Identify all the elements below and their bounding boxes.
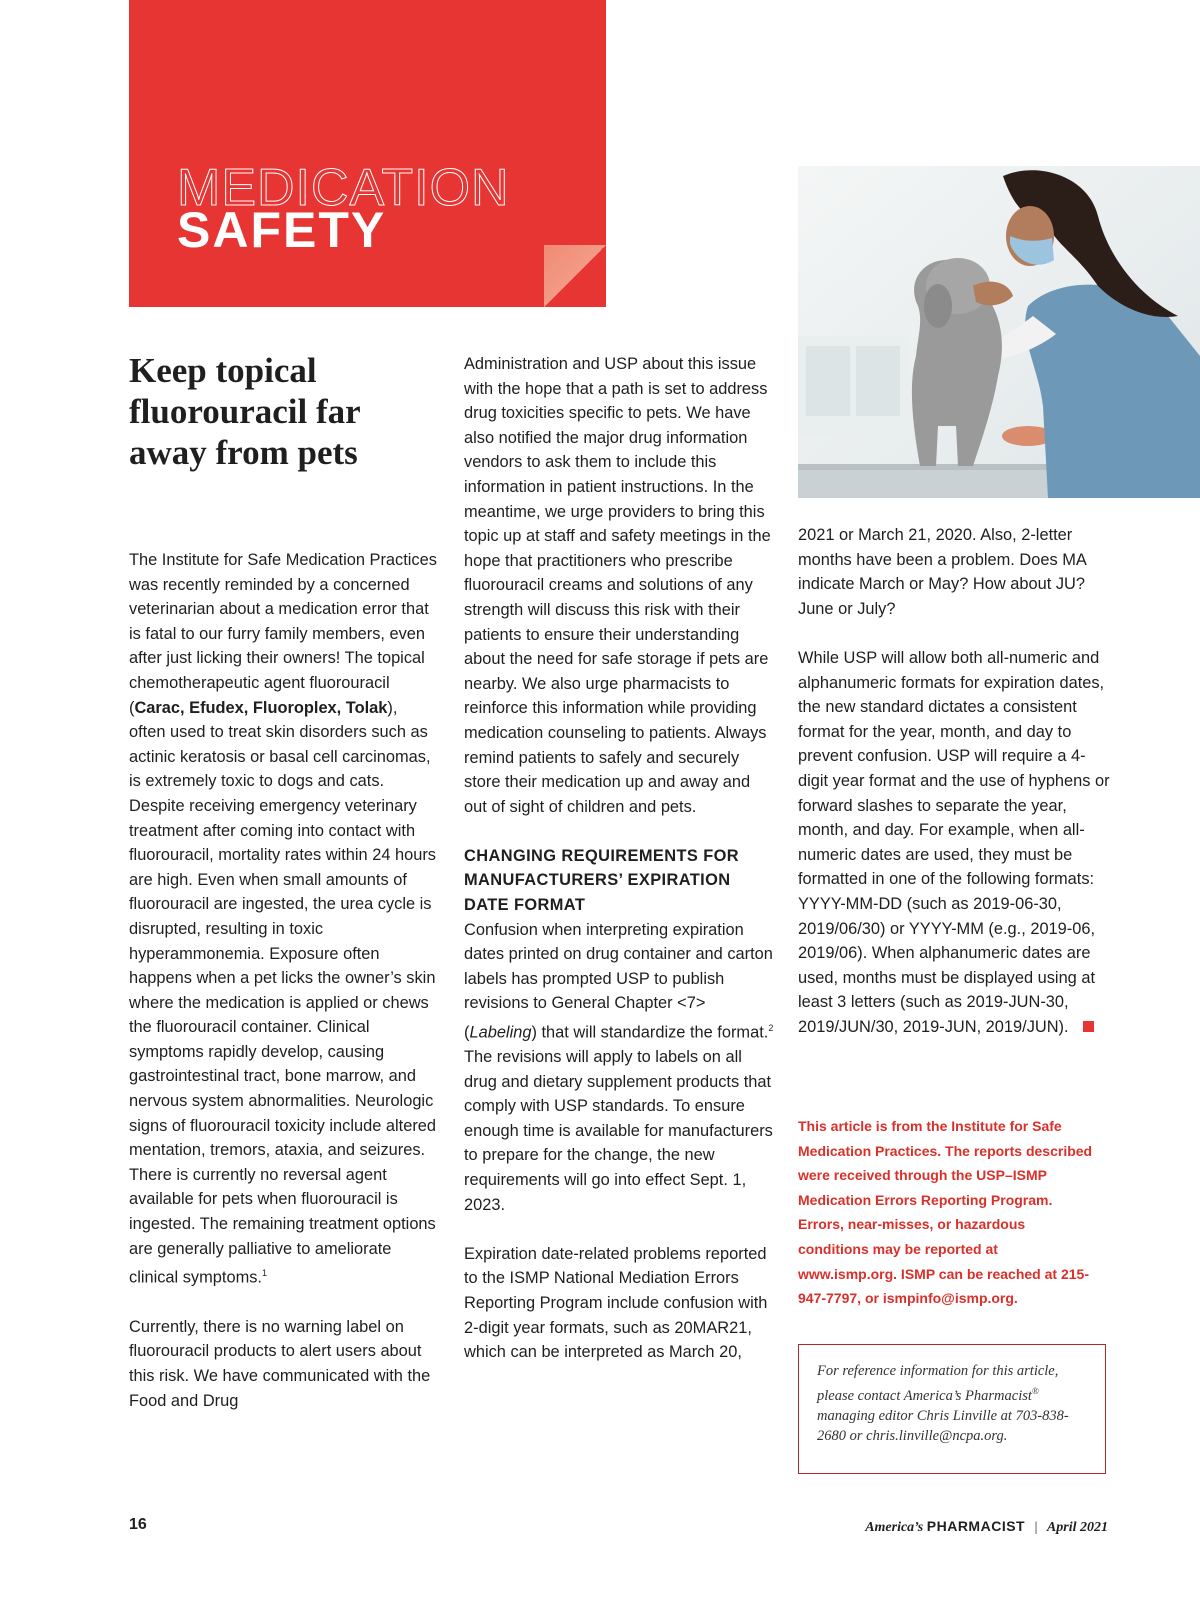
paragraph-text: The Institute for Safe Medication Practices was recently reminded by a concerned veterinarian about a medication error that is fatal to our furry family members, even after just licking their owners! The topical chemotherapeutic agent fluorouracil ( — [129, 551, 437, 717]
magazine-prefix: America’s — [865, 1520, 924, 1535]
section-banner — [129, 0, 606, 307]
article-paragraph: Currently, there is no warning label on fluorouracil products to alert users about this risk. We have communicated with the Food and Drug — [129, 1317, 431, 1410]
section-subhead: CHANGING REQUIREMENTS FOR MANUFACTURERS’ EXPIRATION DATE FORMAT — [464, 846, 739, 915]
cabinet-door-shape — [806, 346, 850, 416]
article-paragraph — [798, 646, 1110, 1040]
reference-text-part: For reference information for this article, please contact America’s Pharmacist — [817, 1363, 1059, 1404]
article-headline: Keep topical fluorouracil far away from pets — [129, 351, 361, 472]
issue-date: April 2021 — [1046, 1520, 1108, 1535]
article-paragraph: 2021 or March 21, 2020. Also, 2-letter months have been a problem. Does MA indicate March or May? How about JU? June or July? — [798, 526, 1086, 618]
footer-separator: | — [1034, 1520, 1038, 1535]
article-paragraph: Administration and USP about this issue with the hope that a path is set to address drug toxicities specific to pets. We have also notified the major drug information vendors to ask them to include this information in patient instructions. In the meantime, we urge providers to bring this topic up at staff and safety meetings in the hope that practitioners who prescribe fluorouracil creams and solutions of any strength will discuss this risk with their patients to ensure their understanding about the need for safe storage if pets are nearby. We also urge pharmacists to reinforce this information while providing medication counseling to patients. Always remind patients to safely and securely store their medication up and away and out of sight of children and pets. — [464, 355, 771, 816]
brand-names: Carac, Efudex, Fluoroplex, Tolak — [134, 698, 388, 717]
reference-text — [817, 1361, 1087, 1446]
paragraph-text: ) that will standardize the format. — [531, 1023, 769, 1042]
section-kicker: MEDICATION — [177, 159, 510, 217]
magazine-name: PHARMACIST — [926, 1518, 1026, 1534]
paragraph-text: The revisions will apply to labels on all drug and dietary supplement products that comply with USP standards. To ensure enough time is available for manufacturers to prepare for the change, the new requirements will go into effect Sept. 1, 2023. — [464, 1048, 773, 1214]
paragraph-text: Confusion when interpreting expiration dates printed on drug container and carton labels has prompted USP to publish revisions to General Chapter <7> ( — [464, 920, 773, 1042]
page-number: 16 — [129, 1516, 147, 1533]
dog-ear-shape — [924, 284, 952, 328]
footer-masthead — [865, 1518, 1108, 1536]
article-paragraph — [464, 918, 774, 1218]
chapter-title: Labeling — [469, 1023, 532, 1042]
article-column-2 — [464, 352, 774, 1389]
article-paragraph: Expiration date-related problems reported to the ISMP National Mediation Errors Reporting Program include confusion with 2-digit year formats, such as 20MAR21, which can be interpreted as March 20, — [464, 1244, 768, 1362]
reference-text-part: managing editor Chris Linville at 703-838-2680 or chris.linville@ncpa.org. — [817, 1407, 1069, 1444]
veterinarian-dog-photo — [798, 166, 1200, 498]
section-title: SAFETY — [177, 202, 387, 258]
article-paragraph — [129, 548, 437, 1290]
cabinet-door-shape — [856, 346, 900, 416]
footnote-ref: 2 — [768, 1023, 774, 1034]
source-note: This article is from the Institute for Safe Medication Practices. The reports described were received through the USP–ISMP Medication Errors Reporting Program. Errors, near-misses, or hazardous conditions may be reported at www.ismp.org. ISMP can be reached at 215-947-7797, or ismpinfo@ismp.org. — [798, 1118, 1093, 1307]
paragraph-text: While USP will allow both all-numeric and alphanumeric formats for expiration dates, the new standard dictates a consistent format for the year, month, and day to prevent confusion. USP will require a 4-digit year format and the use of hyphens or forward slashes to separate the year, month, and day. For example, when all-numeric dates are used, they must be formatted in one of the following formats: YYYY-MM-DD (such as 2019-06-30, 2019/06/30) or YYYY-MM (e.g., 2019-06, 2019/06). When alphanumeric dates are used, months must be displayed using at least 3 letters (such as 2019-JUN-30, 2019/JUN/30, 2019-JUN, 2019/JUN). — [798, 648, 1110, 1036]
registered-mark: ® — [1031, 1386, 1039, 1396]
article-column-3 — [798, 523, 1110, 1064]
reference-box — [798, 1344, 1106, 1474]
page-curl-decoration — [544, 245, 606, 307]
article-column-1 — [129, 548, 437, 1438]
footnote-ref: 1 — [261, 1268, 267, 1279]
paragraph-text: ), often used to treat skin disorders such as actinic keratosis or basal cell carcinomas, is extremely toxic to dogs and cats. Despite receiving emergency veterinary treatment after coming into contact with fluorouracil, mortality rates within 24 hours are high. Even when small amounts of fluorouracil are ingested, the urea cycle is disrupted, resulting in toxic hyperammonemia. Exposure often happens when a pet licks the owner’s skin where the medication is applied or chews the fluorouracil container. Clinical symptoms rapidly develop, causing gastrointestinal tract, bone marrow, and nervous system abnormalities. Neurologic signs of fluorouracil toxicity include altered mentation, tremors, ataxia, and seizures. There is currently no reversal agent available for pets when fluorouracil is ingested. The remaining treatment options are generally palliative to ameliorate clinical symptoms. — [129, 698, 437, 1287]
end-mark-icon — [1083, 1021, 1094, 1032]
